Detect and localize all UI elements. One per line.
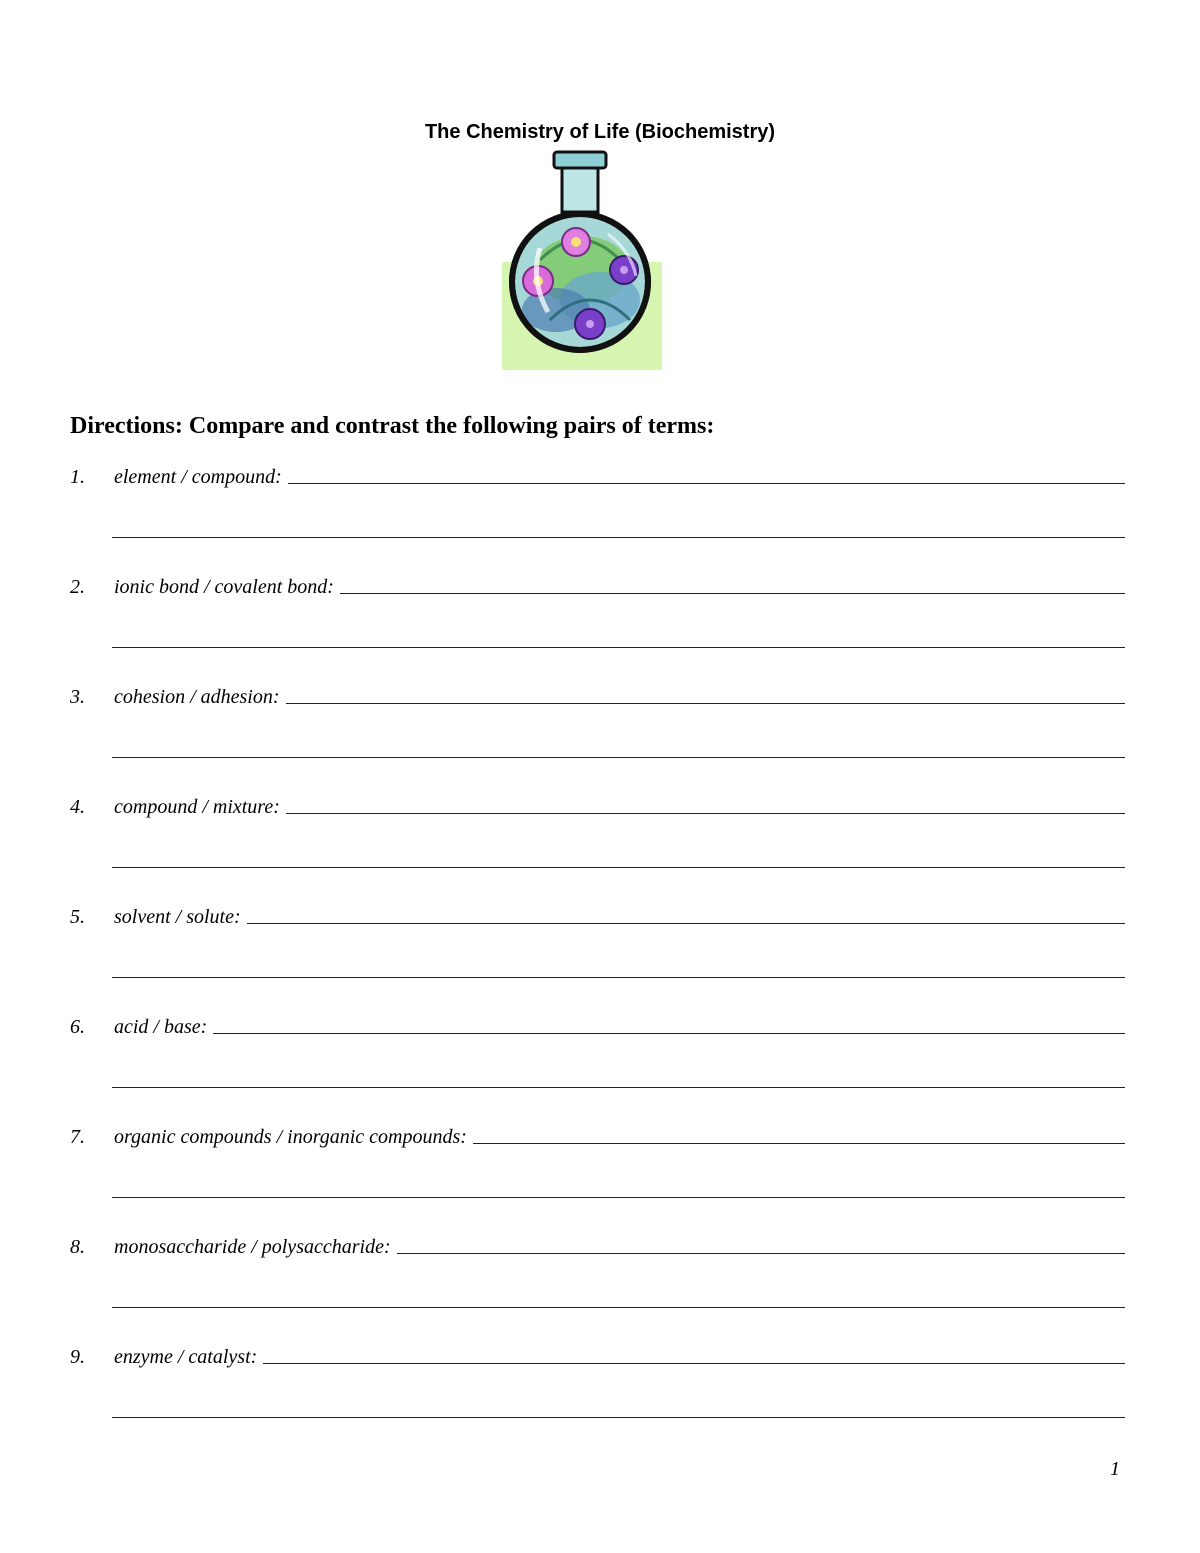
question-term: element / compound: bbox=[114, 466, 282, 488]
question-item bbox=[70, 458, 1125, 548]
question-item bbox=[70, 1118, 1125, 1208]
question-item bbox=[70, 788, 1125, 878]
answer-line[interactable] bbox=[112, 1417, 1125, 1418]
flask-with-flowers-icon bbox=[500, 150, 664, 372]
question-number: 9. bbox=[70, 1346, 85, 1368]
answer-line[interactable] bbox=[112, 1197, 1125, 1198]
question-term: cohesion / adhesion: bbox=[114, 686, 280, 708]
directions-heading: Directions: Compare and contrast the following pairs of terms: bbox=[70, 413, 715, 439]
question-item bbox=[70, 1228, 1125, 1318]
answer-line[interactable] bbox=[286, 702, 1125, 704]
question-number: 6. bbox=[70, 1016, 85, 1038]
question-number: 2. bbox=[70, 576, 85, 598]
answer-line[interactable] bbox=[213, 1032, 1125, 1034]
question-item bbox=[70, 1008, 1125, 1098]
question-item bbox=[70, 898, 1125, 988]
question-number: 5. bbox=[70, 906, 85, 928]
page-number: 1 bbox=[1110, 1458, 1120, 1480]
question-term: compound / mixture: bbox=[114, 796, 280, 818]
answer-line[interactable] bbox=[286, 812, 1125, 814]
question-term: enzyme / catalyst: bbox=[114, 1346, 258, 1368]
answer-line[interactable] bbox=[112, 977, 1125, 978]
answer-line[interactable] bbox=[288, 482, 1125, 484]
question-item bbox=[70, 678, 1125, 768]
question-number: 8. bbox=[70, 1236, 85, 1258]
answer-line[interactable] bbox=[112, 757, 1125, 758]
question-term: monosaccharide / polysaccharide: bbox=[114, 1236, 391, 1258]
answer-line[interactable] bbox=[397, 1252, 1125, 1254]
answer-line[interactable] bbox=[340, 592, 1125, 594]
question-term: solvent / solute: bbox=[114, 906, 241, 928]
answer-line[interactable] bbox=[112, 1087, 1125, 1088]
answer-line[interactable] bbox=[247, 922, 1125, 924]
question-number: 4. bbox=[70, 796, 85, 818]
answer-line[interactable] bbox=[263, 1362, 1125, 1364]
answer-line[interactable] bbox=[473, 1142, 1125, 1144]
answer-line[interactable] bbox=[112, 867, 1125, 868]
question-number: 7. bbox=[70, 1126, 85, 1148]
question-term: acid / base: bbox=[114, 1016, 208, 1038]
answer-line[interactable] bbox=[112, 537, 1125, 538]
question-item bbox=[70, 1338, 1125, 1428]
question-number: 3. bbox=[70, 686, 85, 708]
question-item bbox=[70, 568, 1125, 658]
page-title: The Chemistry of Life (Biochemistry) bbox=[424, 121, 776, 143]
question-number: 1. bbox=[70, 466, 85, 488]
answer-line[interactable] bbox=[112, 1307, 1125, 1308]
question-term: organic compounds / inorganic compounds: bbox=[114, 1126, 467, 1148]
answer-line[interactable] bbox=[112, 647, 1125, 648]
question-term: ionic bond / covalent bond: bbox=[114, 576, 334, 598]
